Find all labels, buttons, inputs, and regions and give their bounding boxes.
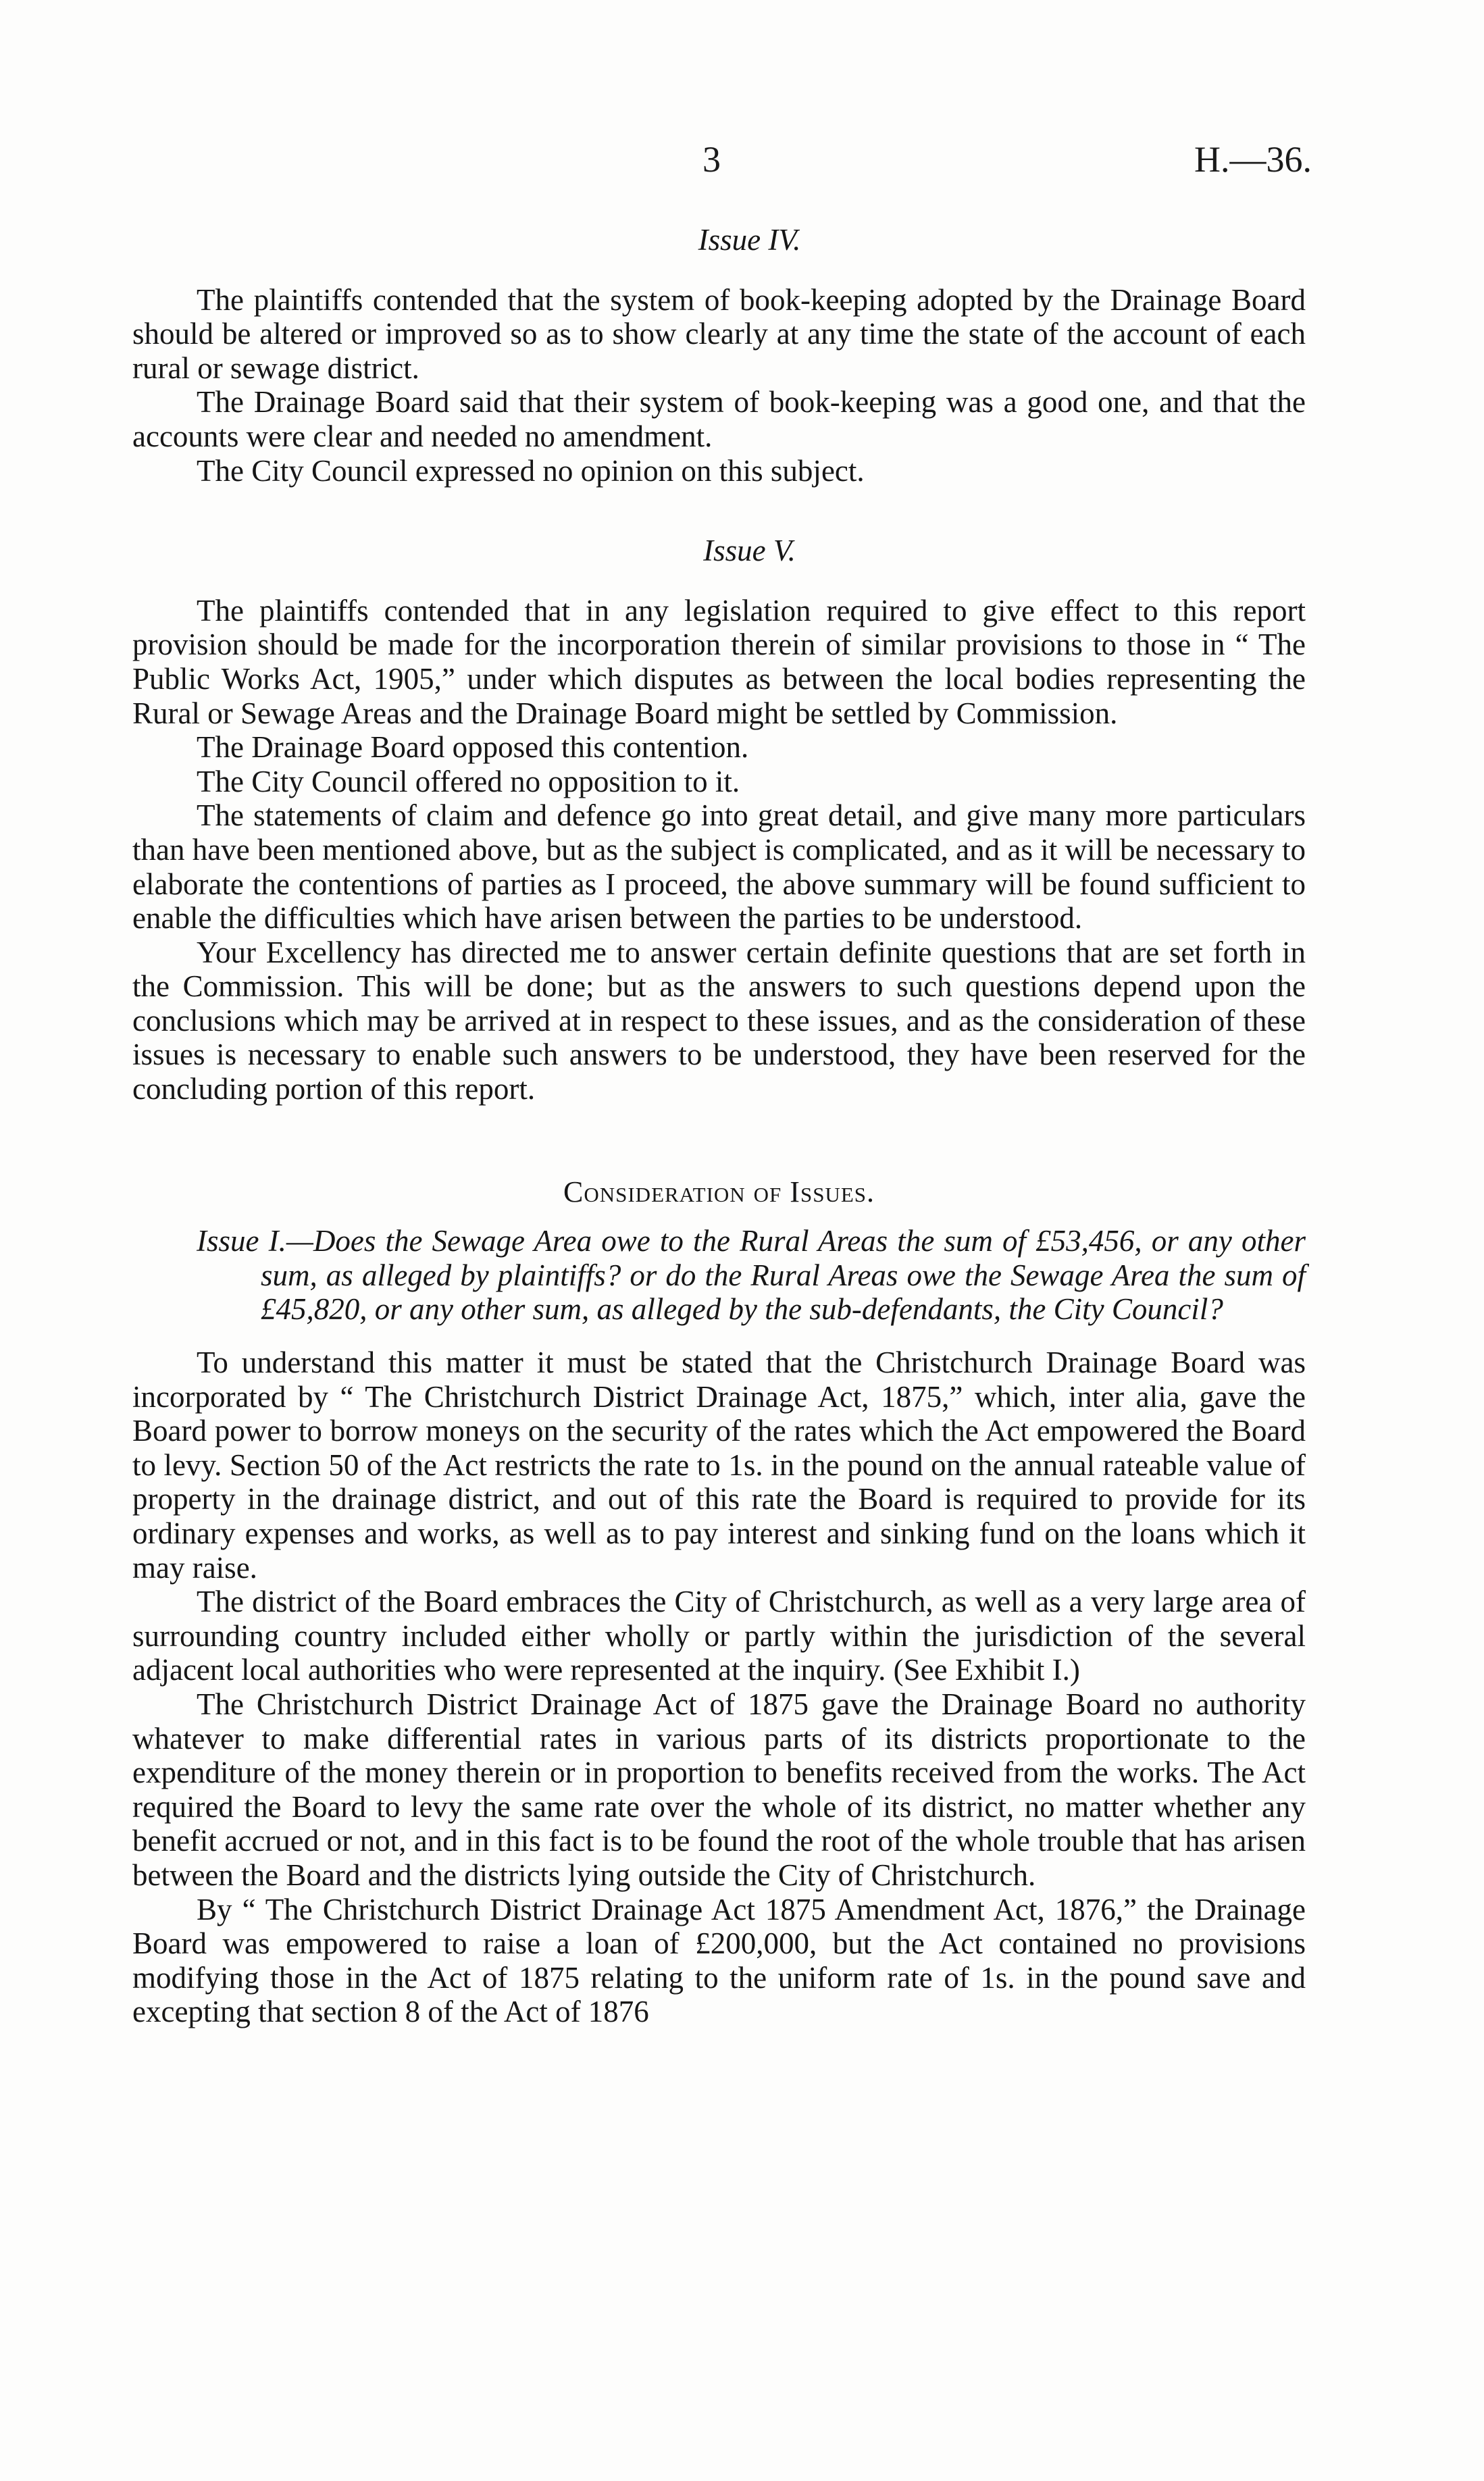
paragraph: The district of the Board embraces the City of Christchurch, as well as a very large area of surrounding country included either wholly or partly within the jurisdiction of the several adjacent local authorities who were represented at the inquiry. (See Exhibit I.) bbox=[132, 1585, 1306, 1687]
paragraph: By “ The Christchurch District Drainage Act 1875 Amendment Act, 1876,” the Drainage Board was empowered to raise a loan of £200,000, but the Act contained no provisions modifying those in the Act of 1875 relating to the uniform rate of 1s. in the pound save and excepting that section 8 of the Act of 1876 bbox=[132, 1892, 1306, 2029]
paragraph: The Drainage Board opposed this contention. bbox=[197, 730, 749, 765]
paragraph: The Christchurch District Drainage Act of 1875 gave the Drainage Board no authority whatever to make differential rates in various parts of its districts proportionate to the expenditure of the money therein or in proportion to benefits received from the works. The Act required the Board to levy the same rate over the whole of its district, no matter whether any benefit accrued or not, and in this fact is to be found the root of the whole trouble that has arisen between the Board and the districts lying outside the City of Christchurch. bbox=[132, 1687, 1306, 1892]
document-body bbox=[132, 223, 1306, 2029]
paragraph: The City Council offered no opposition to it. bbox=[197, 764, 740, 798]
page-header bbox=[0, 138, 1484, 193]
page-number: 3 bbox=[702, 139, 721, 180]
issue-4-heading: Issue IV. bbox=[698, 223, 801, 257]
document-reference: H.—36. bbox=[1194, 139, 1312, 180]
paragraph: The Drainage Board said that their system of book-keeping was a good one, and that the accounts were clear and needed no amendment. bbox=[132, 385, 1306, 453]
paragraph: The City Council expressed no opinion on this subject. bbox=[197, 453, 865, 488]
issue-5-heading: Issue V. bbox=[703, 534, 796, 568]
paragraph: Your Excellency has directed me to answer certain definite questions that are set forth in the Commission. This will be done; but as the answers to such questions depend upon the conclusions which may be arrived at in respect to these issues, and as the consideration of these issues is necessary to enable such answers to be understood, they have been reserved for the concluding portion of this report. bbox=[132, 935, 1306, 1106]
paragraph: The statements of claim and defence go into great detail, and give many more particulars than have been mentioned above, but as the subject is complicated, and as it will be necessary to elaborate the contentions of parties as I proceed, the above summary will be found sufficient to enable the difficulties which have arisen between the parties to be understood. bbox=[132, 798, 1306, 936]
paragraph: The plaintiffs contended that the system of book-keeping adopted by the Drainage Board should be altered or improved so as to show clearly at any time the state of the account of each rural or sewage district. bbox=[132, 282, 1306, 385]
issue-1-question: Issue I.—Does the Sewage Area owe to the Rural Areas the sum of £53,456, or any other sum, as alleged by plaintiffs? or do the Rural Areas owe the Sewage Area the sum of £45,820, or any other sum, as alleged by the sub-defendants, the City Council? bbox=[197, 1224, 1306, 1327]
paragraph: To understand this matter it must be stated that the Christchurch Drainage Board was incorporated by “ The Christchurch District Drainage Act, 1875,” which, inter alia, gave the Board power to borrow moneys on the security of the rates which the Act empowered the Board to levy. Section 50 of the Act restricts the rate to 1s. in the pound on the annual rateable value of property in the drainage district, and out of this rate the Board is required to provide for its ordinary expenses and works, as well as to pay interest and sinking fund on the loans which it may raise. bbox=[132, 1346, 1306, 1585]
consideration-heading: Consideration of Issues. bbox=[563, 1175, 875, 1208]
paragraph: The plaintiffs contended that in any legislation required to give effect to this report provision should be made for the incorporation therein of similar provisions to those in “ The Public Works Act, 1905,” under which disputes as between the local bodies representing the Rural or Sewage Areas and the Drainage Board might be settled by Commission. bbox=[132, 593, 1306, 730]
